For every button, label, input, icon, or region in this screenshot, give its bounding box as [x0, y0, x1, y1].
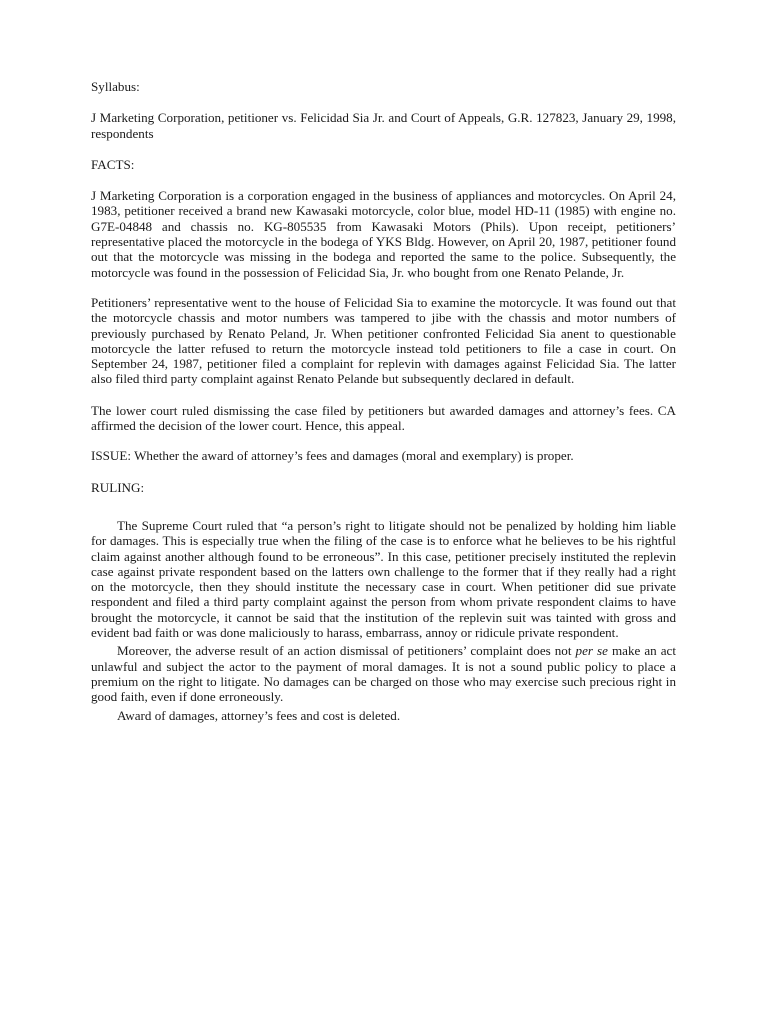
ruling-paragraph-2	[91, 643, 676, 704]
facts-heading: FACTS:	[91, 156, 135, 172]
issue-text: Whether the award of attorney’s fees and damages (moral and exemplary) is proper.	[131, 448, 574, 464]
case-title: J Marketing Corporation, petitioner vs. Felicidad Sia Jr. and Court of Appeals, G.R. 127823, January 29, 1998, respondents	[91, 110, 676, 141]
issue-paragraph	[91, 448, 676, 463]
ruling-p2-italic: per se	[575, 643, 608, 659]
ruling-heading: RULING:	[91, 479, 145, 495]
ruling-p2-after: make an act unlawful and subject the actor to the payment of moral damages. It is not a sound public policy to place a premium on the right to litigate. No damages can be charged on those who may exercise such precious right in good faith, even if done erroneously.	[91, 643, 677, 705]
ruling-paragraph-3: Award of damages, attorney’s fees and cost is deleted.	[117, 707, 401, 723]
facts-paragraph-3: The lower court ruled dismissing the case filed by petitioners but awarded damages and attorney’s fees. CA affirmed the decision of the lower court. Hence, this appeal.	[91, 402, 676, 434]
syllabus-label: Syllabus:	[91, 79, 140, 94]
issue-label: ISSUE:	[91, 448, 132, 464]
facts-paragraph-2: Petitioners’ representative went to the house of Felicidad Sia to examine the motorcycle. It was found out that the motorcycle chassis and motor numbers was tampered to jibe with the chassis and motor numbers of previously purchased by Renato Peland, Jr. When petitioner confronted Felicidad Sia anent to questionable motorcycle the latter refused to return the motorcycle instead told petitioners to file a case in court. On September 24, 1987, petitioner filed a complaint for replevin with damages against Felicidad Sia. The latter also filed third party complaint against Renato Pelande but subsequently declared in default.	[91, 294, 676, 387]
ruling-p2-before: Moreover, the adverse result of an action dismissal of petitioners’ complaint does not	[117, 643, 576, 659]
ruling-paragraph-1: The Supreme Court ruled that “a person’s right to litigate should not be penalized by holding him liable for damages. This is especially true when the filing of the case is to enforce what he believes to be his rightful claim against another although found to be erroneous”. In this case, petitioner precisely instituted the replevin case against private respondent based on the latters own challenge to the former that if they really had a right on the motorcycle, then they should institute the necessary case in court. When petitioner did sue private respondent and filed a third party complaint against the person from whom private respondent claims to have brought the motorcycle, it cannot be said that the institution of the replevin suit was tainted with gross and evident bad faith or was done maliciously to harass, embarrass, annoy or ridicule private respondent.	[91, 517, 676, 641]
facts-paragraph-1: J Marketing Corporation is a corporation engaged in the business of appliances and motorcycles. On April 24, 1983, petitioner received a brand new Kawasaki motorcycle, color blue, model HD-11 (1985) with engine no. G7E-04848 and chassis no. KG-805535 from Kawasaki Motors (Phils). Upon receipt, petitioners’ representative placed the motorcycle in the bodega of YKS Bldg. However, on April 20, 1987, petitioner found out that the motorcycle was missing in the bodega and reported the same to the police. Subsequently, the motorcycle was found in the possession of Felicidad Sia, Jr. who bought from one Renato Pelande, Jr.	[91, 188, 676, 280]
